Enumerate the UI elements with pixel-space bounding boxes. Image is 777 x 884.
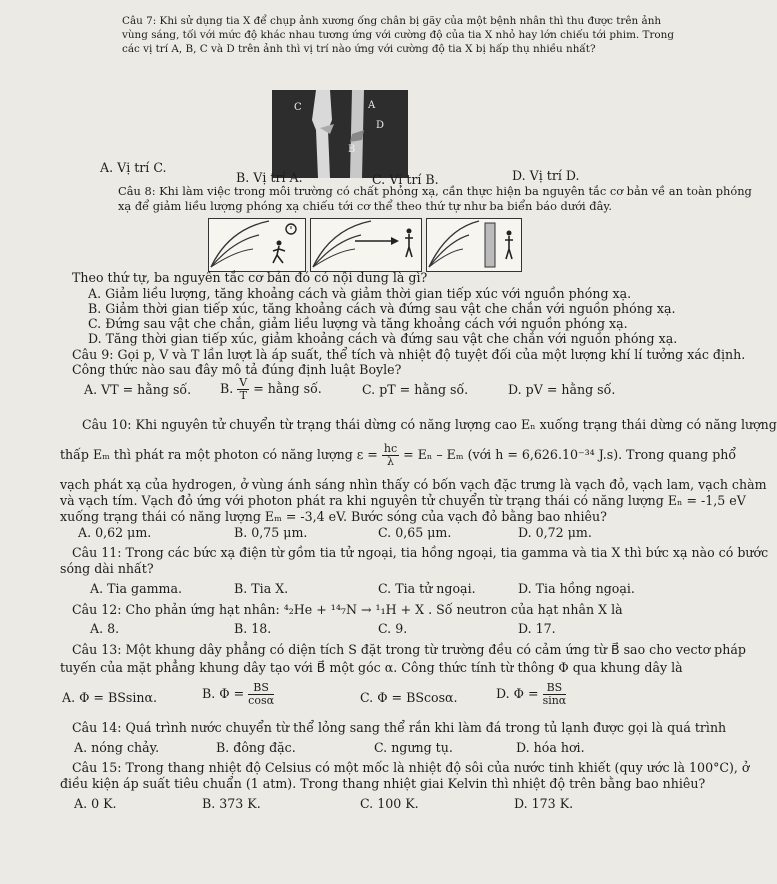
q13-option-c: C. Φ = BScosα. <box>360 690 458 705</box>
q10-line-3: vạch phát xạ của hydrogen, ở vùng ánh sáng nhìn thấy có bốn vạch đặc trưng là vạch đỏ, vạch lam, vạch chàm <box>60 477 767 492</box>
q7-option-c: C. Vị trí B. <box>372 172 439 187</box>
q11-line-1: Câu 11: Trong các bức xạ điện từ gồm tia tử ngoại, tia hồng ngoại, tia gamma và tia X thì bức xạ nào có bước <box>72 545 769 560</box>
q13-option-a: A. Φ = BSsinα. <box>62 690 157 705</box>
xray-label-b: B <box>348 144 356 155</box>
q9-option-b-letter: B. <box>220 381 234 396</box>
q9-option-b <box>220 377 322 402</box>
q15-option-a: A. 0 K. <box>74 796 117 811</box>
q7-line-1: Câu 7: Khi sử dụng tia X để chụp ảnh xương ống chân bị gãy của một bệnh nhân thì thu được trên ảnh <box>122 15 662 27</box>
sign-shielding <box>426 218 522 272</box>
q10-line-1: Câu 10: Khi nguyên tử chuyển từ trạng thái dừng có năng lượng cao Eₙ xuống trạng thái dừng có năng lượng <box>82 417 777 432</box>
q15-option-d: D. 173 K. <box>514 796 574 811</box>
q11-option-c: C. Tia tử ngoại. <box>378 581 476 596</box>
q9-option-b-denominator: T <box>239 389 247 402</box>
q13-line-1: Câu 13: Một khung dây phẳng có diện tích S đặt trong từ trường đều có cảm ứng từ B⃗ sao cho vectơ pháp <box>72 642 746 657</box>
q15-option-c: C. 100 K. <box>360 796 419 811</box>
q13-option-b-den: cosα <box>248 694 275 707</box>
shield-person-icon <box>427 219 521 271</box>
q13-option-b-text: B. Φ = <box>202 686 245 701</box>
q13-line-2: tuyến của mặt phẳng khung dây tạo với B⃗ một góc α. Công thức tính từ thông Φ qua khung dây là <box>60 660 683 675</box>
xray-label-a: A <box>368 100 376 111</box>
q9-option-d: D. pV = hằng số. <box>508 382 616 397</box>
q8-line-3: Theo thứ tự, ba nguyên tắc cơ bản đó có nội dung là gì? <box>72 270 428 285</box>
q13-option-d <box>496 682 566 707</box>
q9-option-b-fraction <box>237 377 249 402</box>
leg-bones-xray <box>272 90 408 178</box>
q13-option-b <box>202 682 274 707</box>
q8-line-1: Câu 8: Khi làm việc trong môi trường có chất phóng xạ, cần thực hiện ba nguyên tắc cơ bản về an toàn phóng <box>118 184 752 198</box>
q11-line-2: sóng dài nhất? <box>60 561 154 576</box>
q13-option-d-fraction <box>543 682 567 707</box>
q12-option-b: B. 18. <box>234 621 272 636</box>
xray-label-d: D <box>376 120 385 131</box>
q10-fraction-num: hc <box>383 442 398 455</box>
q10-option-b: B. 0,75 μm. <box>234 525 308 540</box>
q13-option-d-num: BS <box>543 682 567 695</box>
q7-option-d: D. Vị trí D. <box>512 168 580 183</box>
q8-option-c: C. Đứng sau vật che chắn, giảm liều lượng và tăng khoảng cách với nguồn phóng xạ. <box>88 316 628 331</box>
q15-line-2: điều kiện áp suất tiêu chuẩn (1 atm). Trong thang nhiệt giai Kelvin thì nhiệt độ trên bằng bao nhiêu? <box>60 776 706 791</box>
q9-option-c: C. pT = hằng số. <box>362 382 469 397</box>
q15-line-1: Câu 15: Trong thang nhiệt độ Celsius có một mốc là nhiệt độ sôi của nước tinh khiết (quy ước là 100°C), ở <box>72 760 750 775</box>
q9-line-1: Câu 9: Gọi p, V và T lần lượt là áp suất, thể tích và nhiệt độ tuyệt đối của một lượng khí lí tưởng xác định. <box>72 347 746 362</box>
sign-increase-distance <box>310 218 422 272</box>
q13-option-b-fraction <box>248 682 274 707</box>
q13-option-b-num: BS <box>248 682 274 695</box>
q12-option-a: A. 8. <box>90 621 120 636</box>
q10-line-4: và vạch tím. Vạch đỏ ứng với photon phát ra khi nguyên tử chuyển từ trạng thái có năng lượng Eₙ = -1,5 eV <box>60 493 746 508</box>
q8-option-a: A. Giảm liều lượng, tăng khoảng cách và giảm thời gian tiếp xúc với nguồn phóng xạ. <box>88 286 632 301</box>
q14-option-c: C. ngưng tụ. <box>374 740 453 755</box>
q7-option-b: B. Vị trí A. <box>236 170 303 185</box>
q11-option-d: D. Tia hồng ngoại. <box>518 581 635 596</box>
q10-option-a: A. 0,62 μm. <box>78 525 152 540</box>
q13-option-d-text: D. Φ = <box>496 686 539 701</box>
distance-arrow-icon <box>311 219 421 271</box>
q9-option-a: A. VT = hằng số. <box>84 382 192 397</box>
q9-line-2: Công thức nào sau đây mô tả đúng định luật Boyle? <box>72 362 402 377</box>
q12-option-d: D. 17. <box>518 621 556 636</box>
q13-option-d-den: sinα <box>542 694 567 707</box>
q8-option-d: D. Tăng thời gian tiếp xúc, giảm khoảng cách và đứng sau vật che chắn với nguồn phóng xạ. <box>88 331 678 346</box>
sign-reduce-time <box>208 218 306 272</box>
q14-option-a: A. nóng chảy. <box>74 740 160 755</box>
q7-option-a: A. Vị trí C. <box>100 160 167 175</box>
q10-option-c: C. 0,65 μm. <box>378 525 452 540</box>
q10-line-5: xuống trạng thái có năng lượng Eₘ = -3,4 eV. Bước sóng của vạch đỏ bằng bao nhiêu? <box>60 509 607 524</box>
q11-option-b: B. Tia X. <box>234 581 289 596</box>
xray-label-c: C <box>294 102 302 113</box>
xray-image <box>272 90 408 178</box>
q10-line-2a: thấp Eₘ thì phát ra một photon có năng lượng ε = <box>60 447 378 462</box>
q10-fraction-den: λ <box>387 455 394 468</box>
q14-option-d: D. hóa hơi. <box>516 740 585 755</box>
q7-line-3: các vị trí A, B, C và D trên ảnh thì vị trí nào ứng với cường độ tia X bị hấp thụ nhiều nhất? <box>122 43 596 55</box>
q10-line-2b: = Eₙ – Eₘ (với h = 6,626.10⁻³⁴ J.s). Trong quang phổ <box>403 447 737 462</box>
q7-line-2: vùng sáng, tối với mức độ khác nhau tương ứng với cường độ của tia X nhỏ hay lớn chiếu tới phim. Trong <box>122 29 675 41</box>
q11-option-a: A. Tia gamma. <box>90 581 183 596</box>
q14-option-b: B. đông đặc. <box>216 740 296 755</box>
q8-line-2: xạ để giảm liều lượng phóng xạ chiếu tới cơ thể theo thứ tự như ba biển báo dưới đây. <box>118 199 612 213</box>
q9-option-b-numerator: V <box>239 376 248 389</box>
q10-fraction <box>382 443 399 468</box>
q8-option-b: B. Giảm thời gian tiếp xúc, tăng khoảng cách và đứng sau vật che chắn với nguồn phóng xạ. <box>88 301 676 316</box>
q15-option-b: B. 373 K. <box>202 796 261 811</box>
clock-person-icon <box>209 219 305 271</box>
q10-option-d: D. 0,72 μm. <box>518 525 592 540</box>
q14-line-1: Câu 14: Quá trình nước chuyển từ thể lỏng sang thể rắn khi làm đá trong tủ lạnh được gọi là quá trình <box>72 720 727 735</box>
q10-line-2 <box>60 443 736 468</box>
q12-option-c: C. 9. <box>378 621 408 636</box>
q9-option-b-text: = hằng số. <box>253 381 322 396</box>
q12-line-1: Câu 12: Cho phản ứng hạt nhân: ⁴₂He + ¹⁴₇N → ¹₁H + X . Số neutron của hạt nhân X là <box>72 602 623 617</box>
